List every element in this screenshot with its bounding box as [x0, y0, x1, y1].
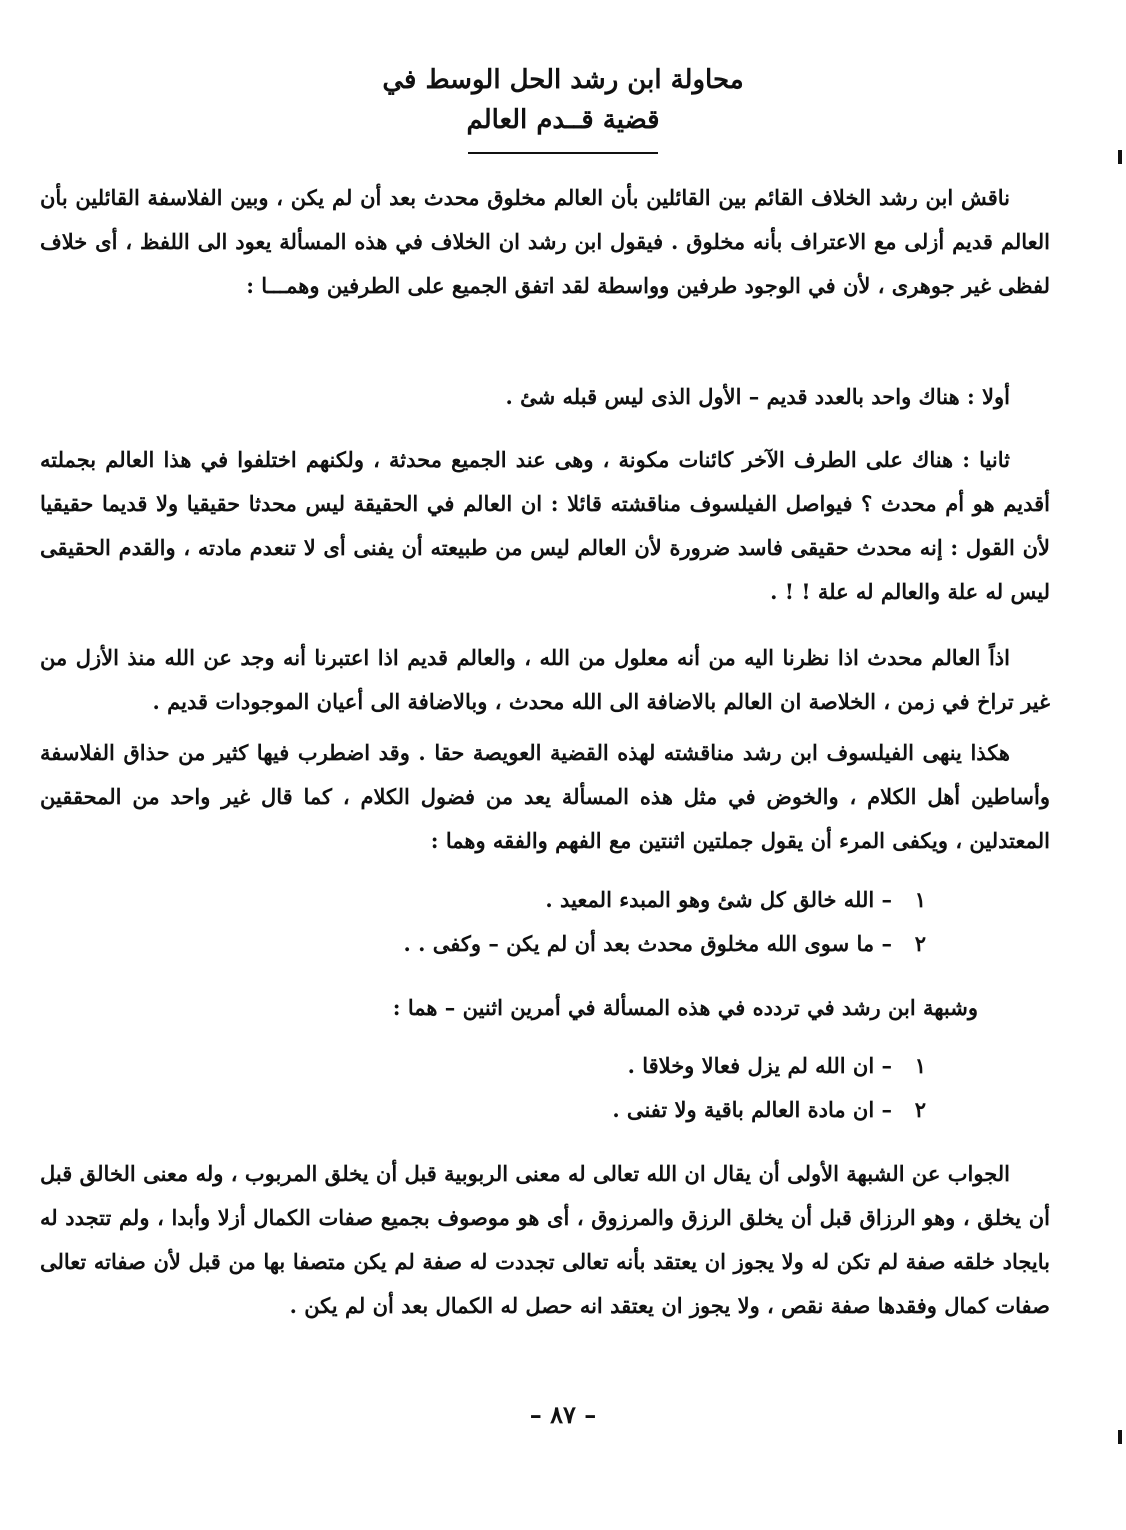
paragraph-closing-discussion: هكذا ينهى الفيلسوف ابن رشد مناقشته لهذه القضية العويصة حقا . وقد اضطرب فيها كثير من حذاق الفلاسفة وأساطين أهل الكلام ، والخوض في مثل هذه المسألة يعد من فضول الكلام ، كما قال غير واحد من المحققين المعتدلين ، ويكفى المرء أن يقول جملتين اثنتين مع الفهم والفقه وهما : — [40, 740, 1050, 853]
page-number: – ٨٧ – — [529, 1400, 597, 1429]
list-two-matters — [106, 1044, 926, 1132]
paragraph-answer: الجواب عن الشبهة الأولى أن يقال ان الله تعالى له معنى الربوبية قبل أن يخلق المربوب ، وله معنى الخالق قبل أن يخلق ، وهو الرزاق قبل أن يخلق الرزق والمرزوق ، أى هو موصوف بجميع صفات الكمال أزلا وأبدا ، ولم تتجدد له بايجاد خلقه صفة لم تكن له ولا يجوز ان يعتقد بأنه تعالى تجددت له صفة لم يكن متصفا بها من قبل لأن صفاته تعالى صفات كمال وفقدها صفة نقص ، ولا يجوز ان يعتقد انه حصل له الكمال بعد أن لم يكن . — [40, 1161, 1050, 1318]
list-item-text: – ان الله لم يزل فعالا وخلاقا . — [627, 1053, 892, 1078]
list-item — [106, 878, 926, 922]
title-block — [0, 60, 1126, 154]
paragraph-ibn-rushd-doubt: وشبهة ابن رشد في تردده في هذه المسألة في أمرين اثنين – هما : — [392, 995, 978, 1020]
list-item-number: ١ — [914, 887, 926, 912]
list-item-text: – ان مادة العالم باقية ولا تفنى . — [612, 1097, 892, 1122]
title-underline — [468, 152, 658, 154]
list-item — [106, 1088, 926, 1132]
paragraph-first-point: أولا : هناك واحد بالعدد قديم – الأول الذى ليس قبله شئ . — [505, 384, 1010, 409]
list-item-text: – الله خالق كل شئ وهو المبدء المعيد . — [545, 887, 892, 912]
page-subtitle: قضية قــدم العالم — [466, 105, 660, 135]
paragraph-intro: ناقش ابن رشد الخلاف القائم بين القائلين بأن العالم مخلوق محدث بعد أن لم يكن ، وبين الفلاسفة القائلين بأن العالم قديم أزلى مع الاعتراف بأنه مخلوق . فيقول ابن رشد ان الخلاف في هذه المسألة يعود الى اللفظ ، أى خلاف لفظى غير جوهرى ، لأن في الوجود طرفين وواسطة لقد اتفق الجميع على الطرفين وهمـــا : — [40, 185, 1050, 298]
scan-edge-mark — [1118, 1430, 1122, 1444]
list-item — [106, 1044, 926, 1088]
scan-edge-mark — [1118, 150, 1122, 164]
page-title: محاولة ابن رشد الحل الوسط في — [382, 65, 744, 95]
list-item-number: ١ — [914, 1053, 926, 1078]
paragraph-conclusion: اذاً العالم محدث اذا نظرنا اليه من أنه معلول من الله ، والعالم قديم اذا اعتبرنا أنه وجد عن الله منذ الأزل من غير تراخ في زمن ، الخلاصة ان العالم بالاضافة الى الله محدث ، وبالاضافة الى أعيان الموجودات قديم . — [40, 645, 1050, 714]
list-item-number: ٢ — [914, 931, 926, 956]
list-item — [106, 922, 926, 966]
list-item-text: – ما سوى الله مخلوق محدث بعد أن لم يكن – وكفى . . — [403, 931, 892, 956]
paragraph-second-point: ثانيا : هناك على الطرف الآخر كائنات مكونة ، وهى عند الجميع محدثة ، ولكنهم اختلفوا في هذا العالم بجملته أقديم هو أم محدث ؟ فيواصل الفيلسوف مناقشته قائلا : ان العالم في الحقيقة ليس محدثا حقيقيا ولا قديما حقيقيا لأن القول : إنه محدث حقيقى فاسد ضرورة لأن العالم ليس من طبيعته أن يفنى أى لا تنعدم مادته ، والقدم الحقيقى ليس له علة والعالم له علة ! ! . — [40, 447, 1050, 604]
list-item-number: ٢ — [914, 1097, 926, 1122]
list-two-sentences — [106, 878, 926, 966]
